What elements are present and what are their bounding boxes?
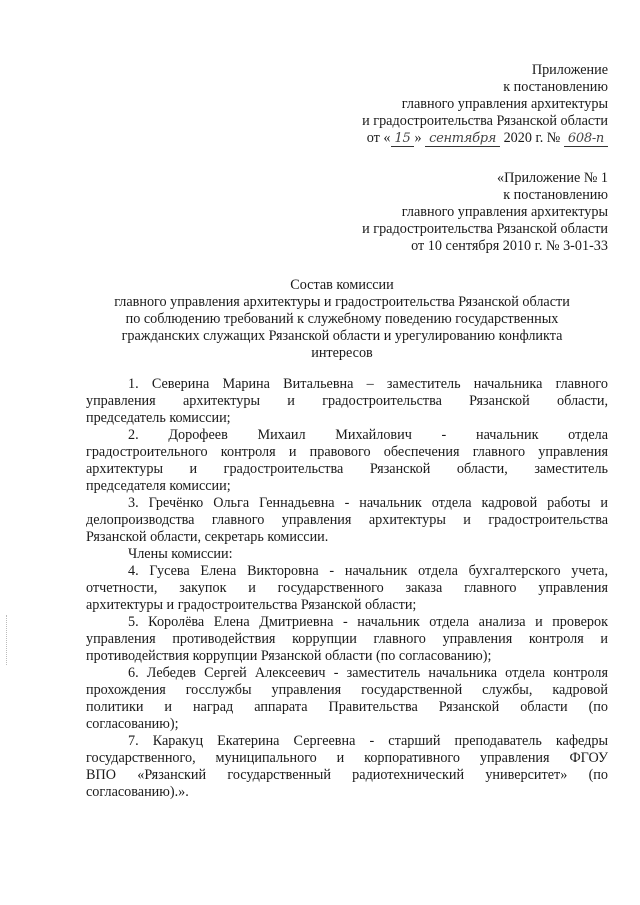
item-line: управления архитектуры и градостроительства Рязанской области, [86,393,608,409]
appendix-header [308,62,608,147]
commission-list [86,376,608,801]
title-line: гражданских служащих Рязанской области и урегулированию конфликта [121,328,563,344]
item-line: согласованию).». [86,784,189,800]
date-prefix: от « [366,130,391,146]
item-line: ВПО «Рязанский государственный радиотехнический университет» (по [86,767,608,783]
item-line: 2. Дорофеев Михаил Михайлович - начальник отдела [128,427,608,443]
date-year: 2020 г. № [503,130,561,146]
appendix-line: к постановлению [503,187,608,203]
list-item [86,563,608,614]
item-line: управления противодействия коррупции главного управления контроля и [86,631,608,647]
appendix-line: «Приложение № 1 [497,170,608,186]
item-line: делопроизводства главного управления архитектуры и градостроительства [86,512,608,528]
title-line: Состав комиссии [290,277,394,293]
item-line: 3. Гречёнко Ольга Геннадьевна - начальник отдела кадровой работы и [128,495,608,511]
item-line: политики и наград аппарата Правительства Рязанской области (по [86,699,608,715]
item-line: 4. Гусева Елена Викторовна - начальник отдела бухгалтерского учета, [128,563,608,579]
handwritten-day: 15 [391,131,415,147]
list-item [86,376,608,427]
date-separator: » [414,130,422,146]
list-item [86,614,608,665]
handwritten-number: 608-п [564,131,608,147]
item-line: архитектуры и градостроительства Рязанской области, заместитель [86,461,608,477]
document-title [92,277,592,362]
item-line: председатель комиссии; [86,410,231,426]
appendix-line: главного управления архитектуры [401,204,608,220]
members-label: Члены комиссии: [128,546,233,562]
list-item [86,733,608,801]
list-item [86,427,608,495]
item-line: государственного, муниципального и корпоративного управления ФГОУ [86,750,608,766]
appendix-line: и градостроительства Рязанской области [362,221,608,237]
handwritten-month: сентября [425,131,500,147]
item-line: согласованию); [86,716,179,732]
appendix-date-line [308,130,608,147]
title-line: по соблюдению требований к служебному поведению государственных [125,311,559,327]
item-line: председателя комиссии; [86,478,231,494]
item-line: градостроительного контроля и правового обеспечения главного управления [86,444,608,460]
item-line: Рязанской области, секретарь комиссии. [86,529,329,545]
appendix-line: Приложение [531,62,608,78]
item-line: архитектуры и градостроительства Рязанской области; [86,597,417,613]
list-item [86,665,608,733]
title-line: главного управления архитектуры и градостроительства Рязанской области [114,294,570,310]
item-line: прохождения госслужбы управления государственной службы, кадровой [86,682,608,698]
item-line: 5. Королёва Елена Дмитриевна - начальник отдела анализа и проверок [128,614,608,630]
appendix-line: от 10 сентября 2010 г. № 3-01-33 [411,238,608,254]
scan-margin-mark [6,615,9,665]
item-line: противодействия коррупции Рязанской области (по согласованию); [86,648,492,664]
item-line: отчетности, закупок и государственного заказа главного управления [86,580,608,596]
item-line: 1. Северина Марина Витальевна – заместитель начальника главного [128,376,608,392]
title-line: интересов [311,345,373,361]
item-line: 6. Лебедев Сергей Алексеевич - заместитель начальника отдела контроля [128,665,608,681]
item-line: 7. Каракуц Екатерина Сергеевна - старший преподаватель кафедры [128,733,608,749]
list-item [86,495,608,546]
appendix-line: и градостроительства Рязанской области [362,113,608,129]
appendix-line: к постановлению [503,79,608,95]
appendix-line: главного управления архитектуры [401,96,608,112]
previous-appendix-header [308,170,608,255]
